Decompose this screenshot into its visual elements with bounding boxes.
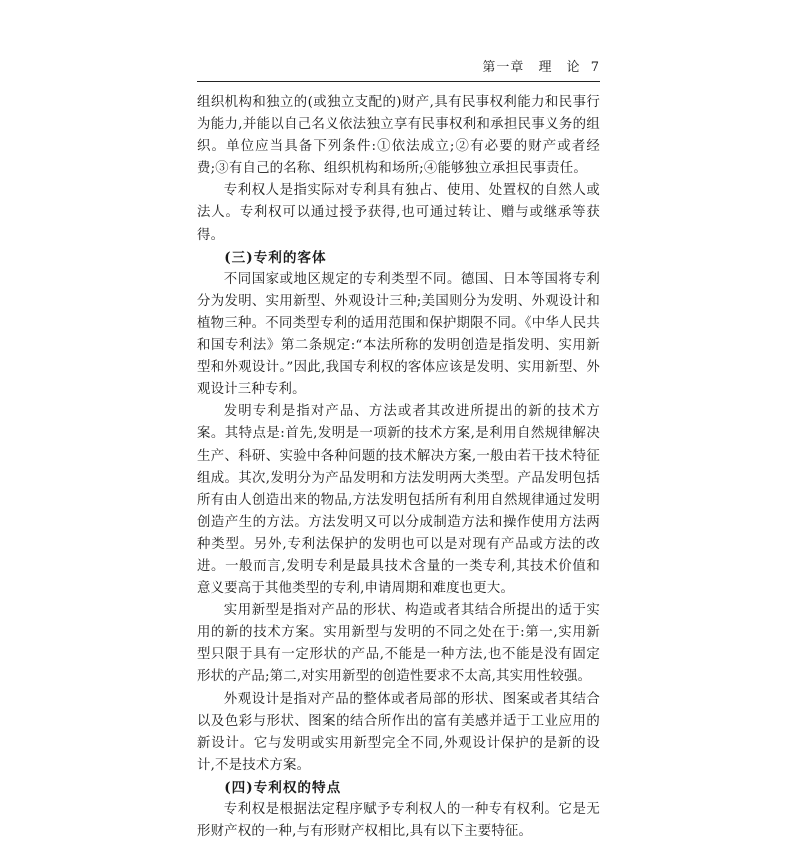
paragraph-design: 外观设计是指对产品的整体或者局部的形状、图案或者其结合以及色彩与形状、图案的结合所作出的富有美感并适于工业应用的新设计。它与发明或实用新型完全不同,外观设计保护的是新的设计,不是技术方案。 (197, 691, 600, 773)
paragraph-invention: 发明专利是指对产品、方法或者其改进所提出的新的技术方案。其特点是:首先,发明是一项新的技术方案,是利用自然规律解决生产、科研、实验中各种问题的技术解决方案,一般由若干技术特征组成。其次,发明分为产品发明和方法发明两大类型。产品发明包括所有由人创造出来的物品,方法发明包括所有利用自然规律通过发明创造产生的方法。方法发明又可以分成制造方法和操作使用方法两种类型。另外,专利法保护的发明也可以是对现有产品或方法的改进。一般而言,发明专利是最具技术含量的一类专利,其技术价值和意义要高于其他类型的专利,申请周期和难度也更大。 (197, 404, 600, 597)
paragraph-utility-model: 实用新型是指对产品的形状、构造或者其结合所提出的适于实用的新的技术方案。实用新型与发明的不同之处在于:第一,实用新型只限于具有一定形状的产品,不能是一种方法,也不能是没有固定形状的产品;第二,对实用新型的创造性要求不太高,其实用性较强。 (197, 603, 600, 685)
page-number: 7 (590, 60, 600, 75)
paragraph-patentee: 专利权人是指实际对专利具有独占、使用、处置权的自然人或法人。专利权可以通过授予获得,也可通过转让、赠与或继承等获得。 (197, 183, 600, 243)
body-text (197, 92, 600, 843)
paragraph-unit-conditions: 组织机构和独立的(或独立支配的)财产,具有民事权利能力和民事行为能力,并能以自己名义依法独立享有民事权利和承担民事义务的组织。单位应当具备下列条件:①依法成立;②有必要的财产或者经费;③有自己的名称、组织机构和场所;④能够独立承担民事责任。 (197, 95, 600, 177)
section-label: 理 论 (538, 60, 581, 75)
running-header (197, 56, 600, 82)
section-heading-features: (四)专利权的特点 (224, 779, 342, 796)
section-heading-object: (三)专利的客体 (224, 249, 327, 266)
chapter-label: 第一章 (482, 60, 525, 75)
paragraph-patent-right: 专利权是根据法定程序赋予专利权人的一种专有权利。它是无形财产权的一种,与有形财产权相比,具有以下主要特征。 (197, 802, 600, 840)
paragraph-patent-types: 不同国家或地区规定的专利类型不同。德国、日本等国将专利分为发明、实用新型、外观设计三种;美国则分为发明、外观设计和植物三种。不同类型专利的适用范围和保护期限不同。《中华人民共和国专利法》第二条规定:“本法所称的发明创造是指发明、实用新型和外观设计。”因此,我国专利权的客体应该是发明、实用新型、外观设计三种专利。 (197, 271, 600, 398)
